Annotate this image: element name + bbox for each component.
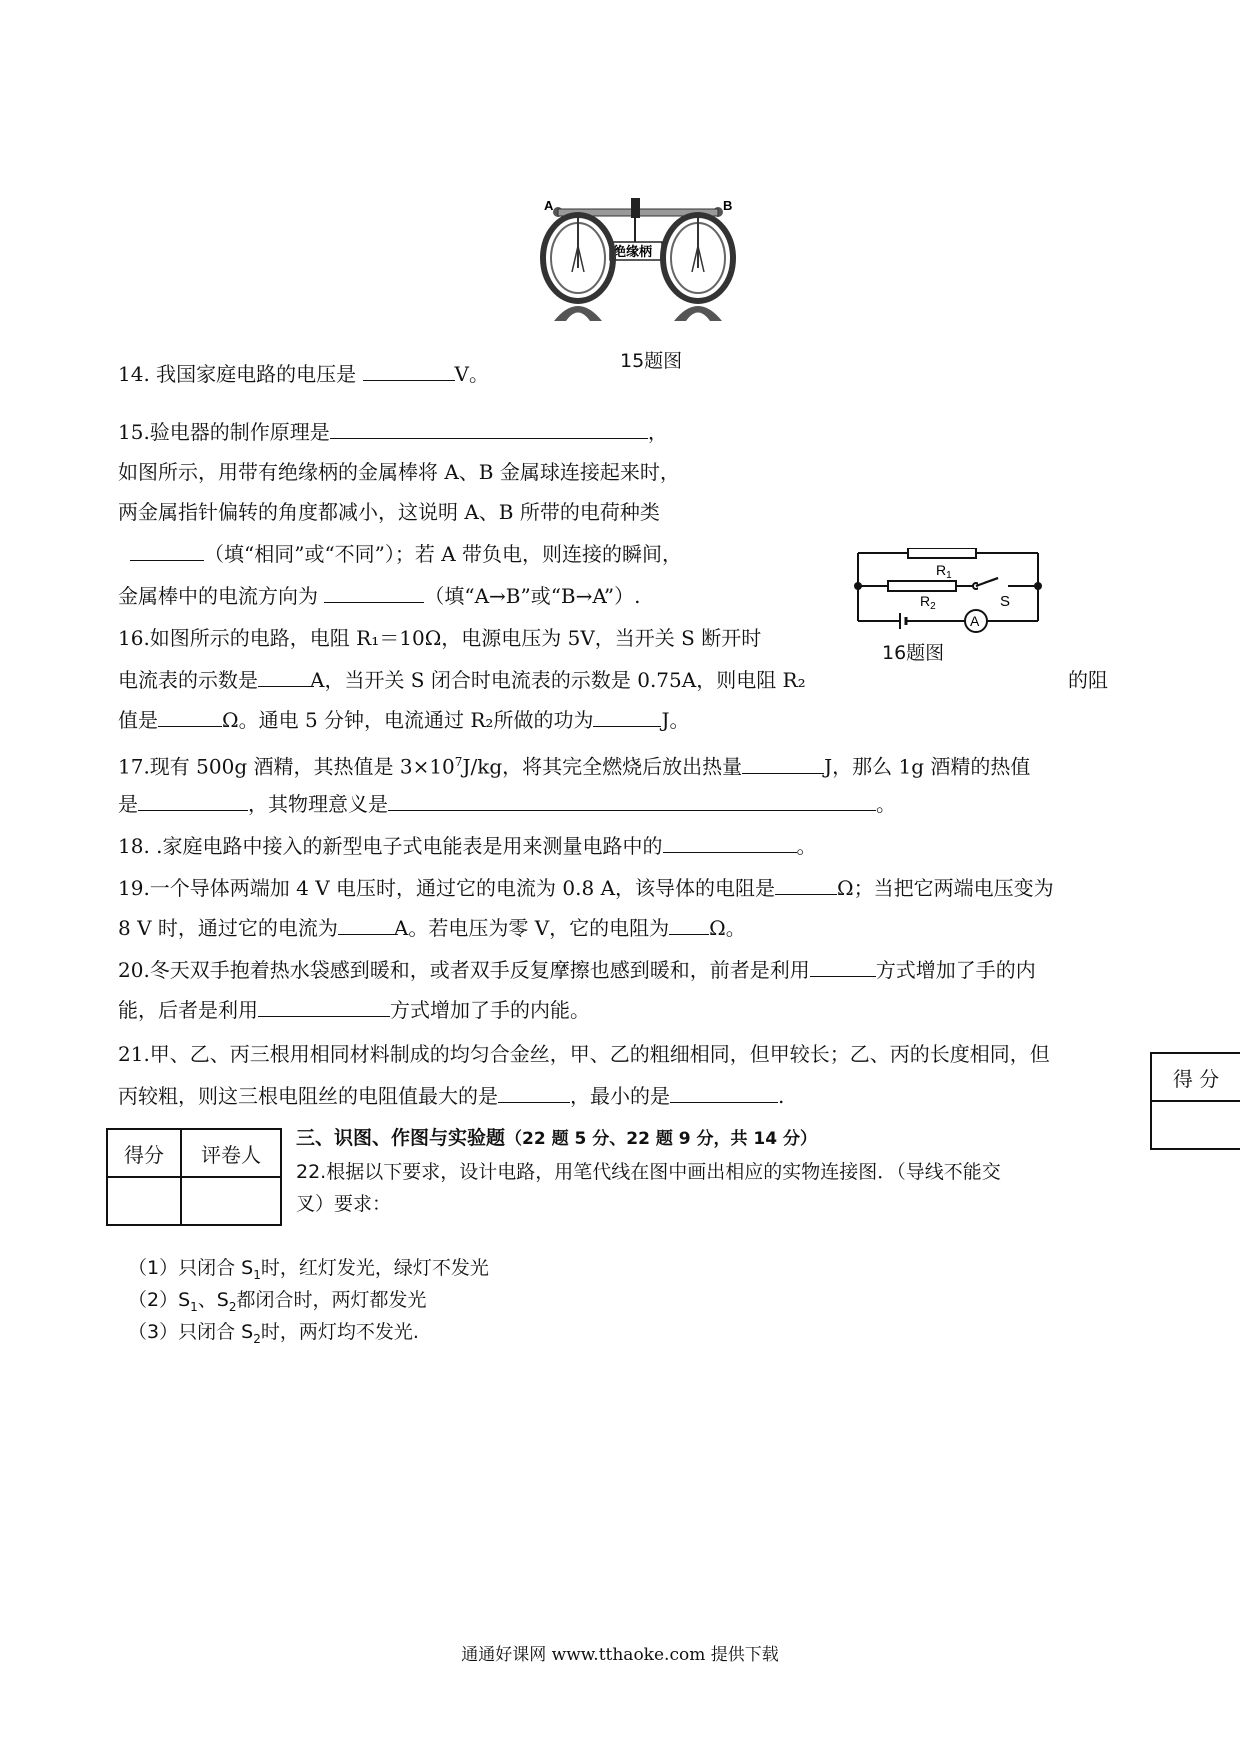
- req3-sub: 2: [253, 1331, 261, 1346]
- q15-blank-direction[interactable]: [324, 582, 424, 603]
- q17-line2-text: 是: [118, 792, 138, 816]
- q22-line2-text: 叉）要求：: [296, 1193, 392, 1215]
- q15-line2-text: 如图所示，用带有绝缘柄的金属棒将 A、B 金属球连接起来时，: [118, 460, 680, 484]
- req2-sub1: 1: [190, 1299, 198, 1314]
- score-box-right: [1150, 1052, 1240, 1150]
- fig16-label-r1: $R_1$: [936, 562, 952, 581]
- q15-blank-charge[interactable]: [130, 540, 204, 561]
- req1-sub: 1: [253, 1267, 261, 1282]
- q15-line3-text: 两金属指针偏转的角度都减小，这说明 A、B 所带的电荷种类: [118, 500, 660, 524]
- q21-line2-end: .: [778, 1084, 785, 1108]
- q20-blank-first[interactable]: [810, 956, 876, 977]
- q15-blank-principle[interactable]: [330, 418, 648, 439]
- question-22-line2: [296, 1190, 391, 1218]
- figure-15-electroscopes: [540, 196, 740, 336]
- q17-blank-heat[interactable]: [742, 753, 824, 774]
- q17-line2-mid: ，其物理意义是: [248, 792, 388, 816]
- q14-unit: V。: [454, 362, 489, 386]
- req2-end: 都闭合时，两灯都发光: [236, 1289, 427, 1311]
- q18-end: 。: [796, 834, 817, 858]
- q15-line4-text: （填“相同”或“不同”）；若 A 带负电，则连接的瞬间，: [204, 542, 683, 566]
- page-footer: 通通好课网 www.tthaoke.com 提供下载: [461, 1645, 779, 1665]
- q19-line1-end: Ω；当把它两端电压变为: [837, 876, 1054, 900]
- question-15-line1: [118, 418, 668, 446]
- q16-blank-work[interactable]: [593, 706, 661, 727]
- q22-line1-text: 22.根据以下要求，设计电路，用笔代线在图中画出相应的实物连接图．（导线不能交: [296, 1161, 1001, 1183]
- question-16-line1: [118, 624, 761, 652]
- fig16-label-a: A: [970, 613, 980, 629]
- fig15-label-a: A: [544, 198, 554, 213]
- score-left-cell1[interactable]: [107, 1177, 181, 1225]
- q19-line2-text: 8 V 时，通过它的电流为: [118, 916, 338, 940]
- question-16-line3: [118, 706, 690, 734]
- q18-text: 18. .家庭电路中接入的新型电子式电能表是用来测量电路中的: [118, 834, 663, 858]
- q14-blank[interactable]: [363, 360, 455, 381]
- fig16-label-r2: $R_2$: [920, 593, 936, 612]
- fig15-label-b: B: [723, 198, 733, 213]
- q20-line2-text: 能，后者是利用: [118, 998, 258, 1022]
- q14-text: 14. 我国家庭电路的电压是: [118, 362, 363, 386]
- q21-blank-max[interactable]: [498, 1082, 570, 1103]
- fig15-caption: 15题图: [620, 350, 683, 372]
- q16-line2-end-text: 的阻: [1068, 668, 1108, 692]
- q17-line1-mid: J/kg，将其完全燃烧后放出热量: [462, 754, 743, 779]
- question-14: [118, 360, 489, 388]
- q16-line2-text: 电流表的示数是: [118, 668, 258, 692]
- question-16-line2-end: [1068, 666, 1108, 694]
- q18-blank[interactable]: [663, 832, 797, 853]
- requirement-1: [128, 1254, 489, 1289]
- score-left-col2: 评卷人: [181, 1129, 281, 1177]
- score-right-cell[interactable]: [1151, 1101, 1240, 1149]
- q19-line2-mid: A。若电压为零 V，它的电阻为: [393, 916, 670, 940]
- score-table-left: [106, 1128, 282, 1226]
- q16-line3-mid: Ω。通电 5 分钟，电流通过 R₂所做的功为: [222, 708, 594, 732]
- q20-line2-end: 方式增加了手的内能。: [390, 998, 590, 1022]
- q20-line1-end: 方式增加了手的内: [875, 958, 1036, 982]
- score-left-col1: 得分: [107, 1129, 181, 1177]
- section-3-note: （22 题 5 分、22 题 9 分，共 14 分）: [505, 1129, 817, 1149]
- fig16-resistor-r2: [888, 581, 956, 591]
- q19-line1-text: 19.一个导体两端加 4 V 电压时，通过它的电流为 0.8 A，该导体的电阻是: [118, 876, 776, 900]
- fig16-label-s: S: [1000, 593, 1011, 610]
- question-22-line1: [296, 1158, 1001, 1186]
- question-16-line2: [118, 666, 806, 694]
- question-19-line1: [118, 874, 1054, 902]
- question-15-line5: [118, 582, 640, 610]
- question-17-line2: [118, 790, 896, 818]
- q16-line3-end: J。: [661, 708, 690, 732]
- question-20-line2: [118, 996, 590, 1024]
- q17-exponent: 7: [454, 755, 463, 769]
- section-3-title: 三、识图、作图与实验题: [296, 1127, 506, 1149]
- q16-blank-resistance[interactable]: [158, 706, 222, 727]
- req2-text: （2）S: [128, 1289, 191, 1311]
- q17-line1-text: 17.现有 500g 酒精，其热值是 3×10: [118, 754, 455, 779]
- fig16-resistor-r1: [908, 548, 976, 558]
- q17-blank-value[interactable]: [138, 790, 248, 811]
- q17-blank-meaning[interactable]: [388, 790, 876, 811]
- fig16-caption: 16题图: [882, 642, 945, 664]
- question-20-line1: [118, 956, 1036, 984]
- q15-line5-end: （填“A→B”或“B→A”）.: [424, 584, 641, 608]
- req1-end: 时，红灯发光，绿灯不发光: [260, 1257, 489, 1279]
- question-18: [118, 832, 817, 860]
- req2-mid: 、S: [197, 1289, 229, 1311]
- req3-end: 时，两灯均不发光.: [260, 1321, 419, 1343]
- q16-line2-mid: A，当开关 S 闭合时电流表的示数是 0.75A，则电阻 R₂: [310, 668, 806, 692]
- question-21-line1: [118, 1040, 1050, 1068]
- req2-sub2: 2: [228, 1299, 237, 1314]
- score-left-cell2[interactable]: [181, 1177, 281, 1225]
- q15-text: 15.验电器的制作原理是: [118, 420, 330, 444]
- q19-line2-end: Ω。: [709, 916, 746, 940]
- figure-16-circuit: [850, 548, 1050, 638]
- section-3-heading: [296, 1124, 817, 1153]
- score-right-label: 得 分: [1151, 1053, 1240, 1101]
- q19-blank-resistance[interactable]: [775, 874, 837, 895]
- question-21-line2: [118, 1082, 784, 1110]
- q19-blank-current[interactable]: [338, 914, 394, 935]
- q21-line1-text: 21.甲、乙、丙三根用相同材料制成的均匀合金丝，甲、乙的粗细相同，但甲较长；乙、丙的长度相同，但: [118, 1042, 1050, 1066]
- q17-line2-end: 。: [876, 792, 896, 816]
- q15-line5-text: 金属棒中的电流方向为: [118, 584, 325, 608]
- q15-comma: ，: [647, 420, 668, 444]
- q21-blank-min[interactable]: [670, 1082, 778, 1103]
- q16-line1-text: 16.如图所示的电路，电阻 R₁＝10Ω，电源电压为 5V，当开关 S 断开时: [118, 626, 762, 650]
- q16-blank-current[interactable]: [258, 666, 310, 687]
- q19-blank-resistance-zero[interactable]: [669, 914, 709, 935]
- requirement-3: [128, 1318, 419, 1353]
- question-17-line1: [118, 748, 1030, 781]
- question-15-line2: [118, 458, 680, 486]
- question-15-line4: [118, 540, 682, 568]
- req1-text: （1）只闭合 S: [128, 1257, 254, 1279]
- question-15-line3: [118, 498, 660, 526]
- q17-line1-end: J，那么 1g 酒精的热值: [824, 754, 1031, 779]
- q16-line3-text: 值是: [118, 708, 158, 732]
- question-19-line2: [118, 914, 746, 942]
- req3-text: （3）只闭合 S: [128, 1321, 254, 1343]
- requirement-2: [128, 1286, 427, 1321]
- q21-line2-text: 丙较粗，则这三根电阻丝的电阻值最大的是: [118, 1084, 498, 1108]
- fig15-handle-label: 绝缘柄: [613, 245, 653, 260]
- q20-blank-second[interactable]: [258, 996, 390, 1017]
- q20-line1-text: 20.冬天双手抱着热水袋感到暖和，或者双手反复摩擦也感到暖和，前者是利用: [118, 958, 810, 982]
- q21-line2-mid: ，最小的是: [570, 1084, 670, 1108]
